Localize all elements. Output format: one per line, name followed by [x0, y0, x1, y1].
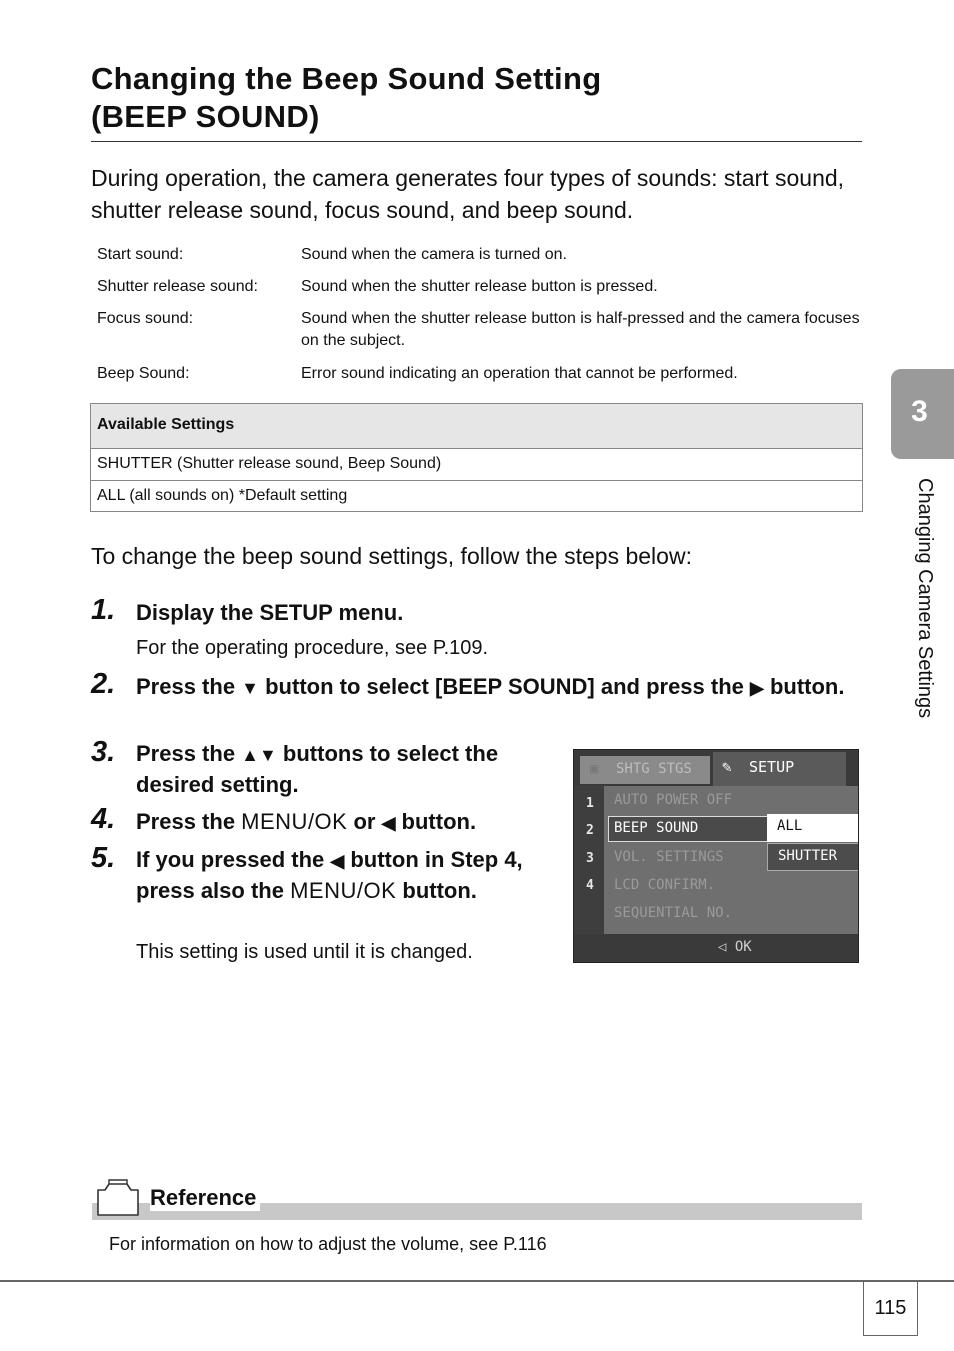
step-5-pre: If you pressed the — [136, 847, 331, 872]
step-number-5: 5. — [91, 842, 116, 874]
lcd-option-selected: ALL — [767, 814, 859, 842]
step-number-3: 3. — [91, 736, 116, 768]
table-row: ALL (all sounds on) *Default setting — [91, 480, 862, 511]
lcd-menu-item-selected: BEEP SOUND — [608, 816, 768, 842]
sound-term: Shutter release sound: — [97, 278, 258, 295]
title-line-2: (BEEP SOUND) — [91, 99, 320, 134]
lcd-tab-setup-label: SETUP — [749, 758, 795, 776]
lcd-menu-item: VOL. SETTINGS — [614, 849, 724, 865]
lcd-menu-item: LCD CONFIRM. — [614, 877, 716, 893]
lcd-page-number: 2 — [586, 823, 594, 838]
down-arrow-icon: ▼ — [241, 678, 259, 698]
reference-label: Reference — [150, 1185, 260, 1211]
lcd-page-number: 1 — [586, 796, 594, 811]
steps-intro: To change the beep sound settings, follow the steps below: — [91, 543, 692, 569]
step-4-mid: or — [347, 809, 382, 834]
camera-icon: ▣ — [590, 761, 599, 777]
right-arrow-icon: ▶ — [750, 678, 764, 698]
sound-term: Start sound: — [97, 246, 184, 263]
lcd-tab-shooting — [580, 756, 710, 784]
sound-row — [97, 308, 862, 363]
menu-ok-button-label: MENU/OK — [290, 878, 397, 903]
available-settings-table — [90, 403, 863, 512]
sound-desc: Sound when the camera is turned on. — [301, 246, 567, 263]
step-2-mid: button to select [BEEP SOUND] and press the — [259, 674, 750, 699]
step-3-text — [136, 739, 536, 799]
lcd-page-number: 3 — [586, 851, 594, 866]
sound-definitions — [97, 244, 862, 395]
step-5-post: button. — [396, 878, 477, 903]
left-arrow-icon: ◀ — [330, 851, 345, 871]
page-number: 115 — [863, 1281, 918, 1336]
step-2-post: button. — [763, 674, 845, 699]
sound-term: Beep Sound: — [97, 365, 190, 382]
chapter-side-label — [906, 478, 936, 778]
left-arrow-icon: ◀ — [381, 813, 396, 833]
step-5-text — [136, 845, 541, 905]
sound-desc: Sound when the shutter release button is half-pressed and the camera focuses on the subject. — [301, 310, 860, 349]
reference-book-icon — [95, 1178, 141, 1218]
lcd-menu-item: AUTO POWER OFF — [614, 792, 733, 808]
lcd-footer: ◁ OK — [574, 934, 859, 963]
chapter-title: Changing Camera Settings — [914, 478, 936, 719]
sound-row — [97, 276, 862, 308]
step-4-text — [136, 807, 556, 838]
step-2-text — [136, 672, 862, 703]
camera-lcd-screenshot — [573, 749, 859, 963]
sound-row — [97, 363, 862, 395]
lcd-menu-item: SEQUENTIAL NO. — [614, 905, 733, 921]
page-title — [91, 60, 862, 136]
lcd-tab-setup — [713, 752, 846, 786]
lcd-option: SHUTTER — [767, 843, 859, 871]
sound-term: Focus sound: — [97, 310, 194, 327]
intro-paragraph: During operation, the camera generates four types of sounds: start sound, shutter release sound, focus sound, and beep sound. — [91, 165, 845, 223]
step-3-post: buttons to select the desired setting. — [136, 741, 499, 797]
step-4-pre: Press the — [136, 809, 242, 834]
sound-desc: Error sound indicating an operation that cannot be performed. — [301, 365, 738, 382]
step-number-1: 1. — [91, 594, 116, 626]
lcd-tab-shooting-label: SHTG STGS — [616, 761, 692, 777]
step-5-mid: button in Step 4, press also the — [136, 847, 523, 903]
step-5-note: This setting is used until it is changed. — [136, 941, 473, 963]
reference-text: For information on how to adjust the volume, see P.116 — [109, 1234, 547, 1254]
step-3-pre: Press the — [136, 741, 242, 766]
wrench-icon: ✎ — [722, 757, 732, 776]
step-4-post: button. — [395, 809, 477, 834]
sound-desc: Sound when the shutter release button is pressed. — [301, 278, 658, 295]
up-down-arrow-icon: ▲▼ — [241, 745, 277, 765]
step-1-text: Display the SETUP menu. — [136, 600, 404, 625]
menu-ok-button-label: MENU/OK — [241, 809, 348, 834]
sound-row — [97, 244, 862, 276]
lcd-page-number: 4 — [586, 878, 594, 893]
table-row: SHUTTER (Shutter release sound, Beep Sound) — [97, 455, 442, 472]
chapter-tab: 3 — [891, 369, 954, 459]
step-1-note: For the operating procedure, see P.109. — [136, 637, 489, 659]
title-divider — [91, 141, 862, 142]
step-number-2: 2. — [91, 668, 116, 700]
footer-divider — [0, 1280, 954, 1282]
available-settings-header: Available Settings — [91, 404, 862, 449]
step-number-4: 4. — [91, 803, 116, 835]
title-line-1: Changing the Beep Sound Setting — [91, 61, 602, 96]
step-2-pre: Press the — [136, 674, 242, 699]
